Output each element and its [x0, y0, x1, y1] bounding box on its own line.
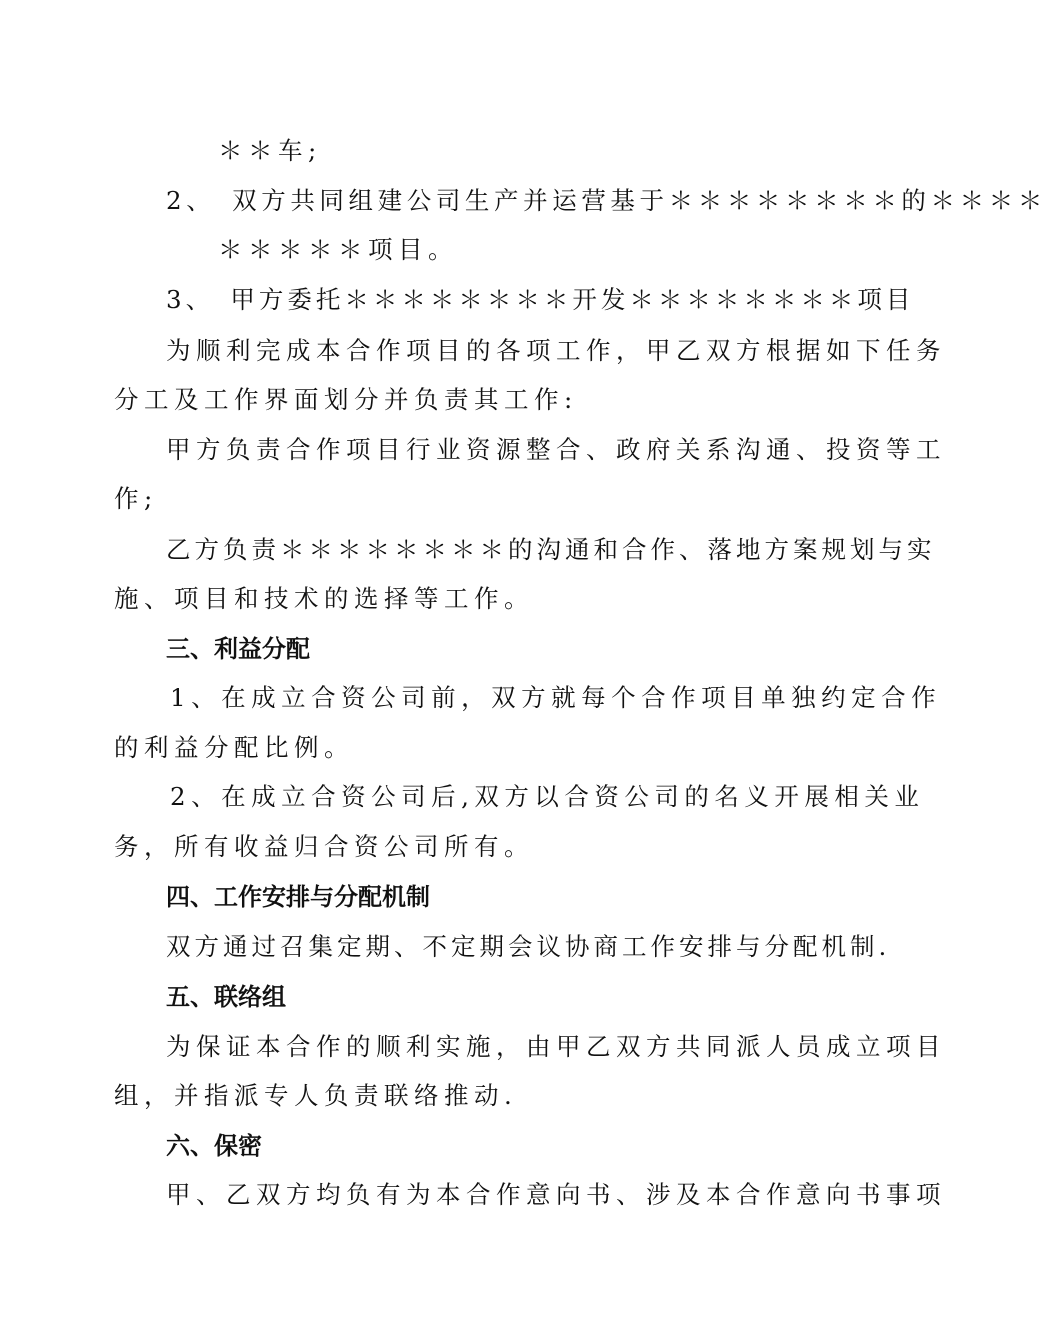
list-item: 1、在成立合资公司前，双方就每个合作项目单独约定合作	[170, 683, 942, 712]
paragraph-line: 组，并指派专人负责联络推动.	[114, 1081, 518, 1110]
text-line: ＊＊＊＊＊项目。	[218, 235, 458, 264]
paragraph-line: 双方通过召集定期、不定期会议协商工作安排与分配机制.	[166, 932, 891, 961]
paragraph-line: 甲方负责合作项目行业资源整合、政府关系沟通、投资等工	[166, 435, 946, 464]
paragraph-line: 施、项目和技术的选择等工作。	[114, 584, 534, 613]
section-heading-5: 五、联络组	[166, 982, 286, 1011]
paragraph-line: 为顺利完成本合作项目的各项工作，甲乙双方根据如下任务	[166, 336, 946, 365]
section-heading-6: 六、保密	[166, 1131, 262, 1160]
text-line: ＊＊车;	[218, 136, 322, 165]
section-heading-3: 三、利益分配	[166, 634, 310, 663]
list-item-2: 2、 双方共同组建公司生产并运营基于＊＊＊＊＊＊＊＊的＊＊＊＊	[166, 186, 1047, 215]
paragraph-line: 分工及工作界面划分并负责其工作:	[114, 385, 578, 414]
paragraph-line: 务，所有收益归合资公司所有。	[114, 832, 534, 861]
section-heading-4: 四、工作安排与分配机制	[166, 882, 430, 911]
paragraph-line: 乙方负责＊＊＊＊＊＊＊＊的沟通和合作、落地方案规划与实	[166, 535, 936, 564]
paragraph-line: 作;	[114, 484, 158, 513]
list-item: 2、在成立合资公司后,双方以合资公司的名义开展相关业	[170, 782, 925, 811]
paragraph-line: 的利益分配比例。	[114, 733, 354, 762]
paragraph-line: 为保证本合作的顺利实施，由甲乙双方共同派人员成立项目	[166, 1032, 946, 1061]
list-item-3: 3、 甲方委托＊＊＊＊＊＊＊＊开发＊＊＊＊＊＊＊＊项目	[166, 285, 915, 314]
paragraph-line: 甲、乙双方均负有为本合作意向书、涉及本合作意向书事项	[166, 1180, 946, 1209]
